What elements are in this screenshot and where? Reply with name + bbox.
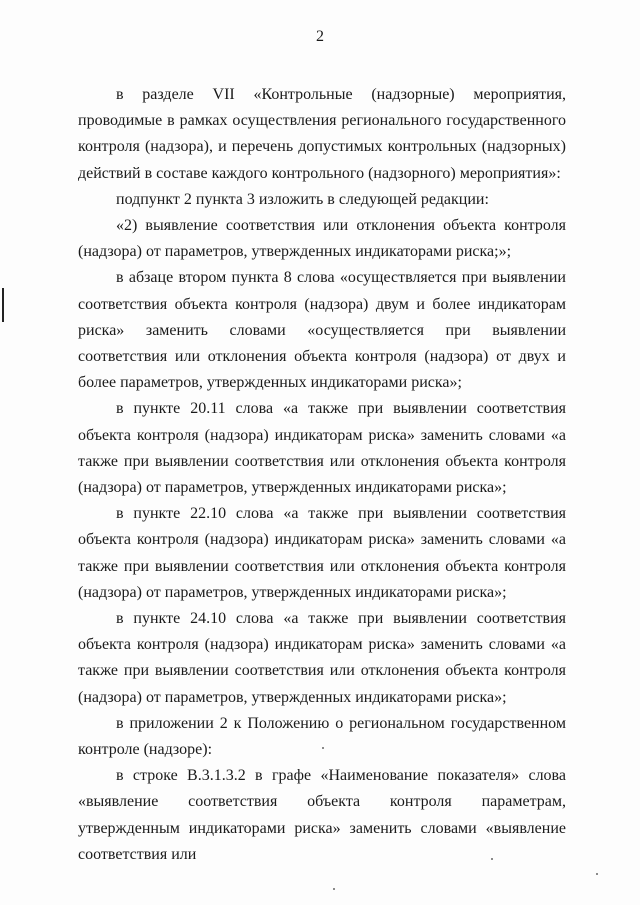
document-body	[78, 82, 566, 868]
page-number: 2	[316, 28, 324, 45]
paragraph-clause-22-10: в пункте 22.10 слова «а также при выявлении соответствия объекта контроля (надзора) индикаторам риска» заменить словами «а также при выявлении соответствия или отклонения объекта контроля (надзора) от параметров, утвержденных индикаторами риска»;	[78, 505, 566, 601]
scan-speck	[596, 873, 598, 875]
paragraph-row-b3132: в строке В.3.1.3.2 в графе «Наименование показателя» слова «выявление соответствия объекта контроля параметрам, утвержденным индикаторами риска» заменить словами «выявление соответствия или	[78, 767, 566, 863]
paragraph-clause-8: в абзаце втором пункта 8 слова «осуществляется при выявлении соответствия объекта контроля (надзора) двум и более индикаторам риска» заменить словами «осуществляется при выявлении соответствия или отклонения объекта контроля (надзора) от двух и более параметров, утвержденных индикаторами риска»;	[78, 269, 566, 392]
paragraph-new-wording: «2) выявление соответствия или отклонения объекта контроля (надзора) от параметров, утвержденных индикаторами риска;»;	[78, 217, 566, 261]
scan-speck	[491, 858, 493, 860]
paragraph-appendix-2: в приложении 2 к Положению о региональном государственном контроле (надзоре):	[78, 714, 566, 759]
scan-speck	[333, 888, 335, 890]
paragraph-clause-20-11: в пункте 20.11 слова «а также при выявлении соответствия объекта контроля (надзора) индикаторам риска» заменить словами «а также при выявлении соответствия или отклонения объекта контроля (надзора) от параметров, утвержденных индикаторами риска»;	[78, 400, 566, 497]
paragraph-clause-24-10: в пункте 24.10 слова «а также при выявлении соответствия объекта контроля (надзора) индикаторам риска» заменить словами «а также при выявлении соответствия или отклонения объекта контроля (надзора) от параметров, утвержденных индикаторами риска»;	[78, 610, 566, 706]
paragraph-subclause-2-clause-3: подпункт 2 пункта 3 изложить в следующей редакции:	[116, 190, 489, 208]
scan-speck	[322, 747, 324, 749]
paragraph-section-vii: в разделе VII «Контрольные (надзорные) мероприятия, проводимые в рамках осуществления регионального государственного контроля (надзора), и перечень допустимых контрольных (надзорных) действий в составе каждого контрольного (надзорного) мероприятия»:	[78, 86, 566, 182]
binding-mark	[2, 288, 4, 322]
